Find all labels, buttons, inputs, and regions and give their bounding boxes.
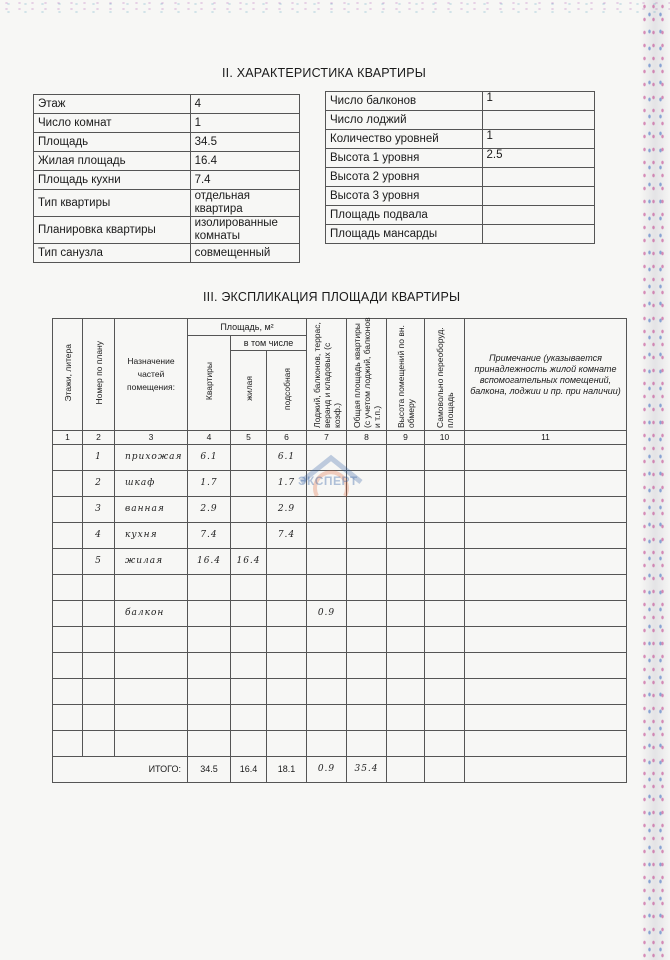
char-left-label: Тип квартиры [34,190,191,217]
cell-plan-no [83,731,115,757]
cell-room-name: жилая [115,549,188,575]
char-left-value: отдельная квартира [190,190,299,217]
cell-area-apartment [188,627,231,653]
cell-area-apartment: 6.1 [188,445,231,471]
char-right-label: Число балконов [326,92,483,111]
cell-area-total [347,731,387,757]
char-left-row [34,95,300,114]
char-right-value: 1 [482,92,595,111]
char-left-value: 4 [190,95,299,114]
cell-height [387,653,425,679]
cell-area-loggia [307,731,347,757]
char-right-value [482,206,595,225]
cell-self-built [425,575,465,601]
col-apartment-header: Квартиры [204,361,214,401]
cell-area-aux: 7.4 [267,523,307,549]
char-left-row [34,152,300,171]
column-number: 9 [387,431,425,445]
col-area-group-header: Площадь, м² [220,321,274,332]
char-right-row [326,149,595,168]
cell-area-aux: 2.9 [267,497,307,523]
char-left-row [34,217,300,244]
char-right-row [326,187,595,206]
char-left-row [34,244,300,263]
cell-floor [53,731,83,757]
cell-area-total [347,575,387,601]
char-right-value [482,111,595,130]
cell-area-living [231,653,267,679]
char-right-value [482,225,595,244]
cell-floor [53,471,83,497]
cell-area-loggia [307,705,347,731]
cell-plan-no [83,575,115,601]
cell-floor [53,523,83,549]
char-left-row [34,114,300,133]
column-number: 5 [231,431,267,445]
cell-area-apartment: 2.9 [188,497,231,523]
cell-self-built [425,627,465,653]
cell-plan-no: 5 [83,549,115,575]
cell-area-loggia [307,653,347,679]
char-left-value: совмещенный [190,244,299,263]
cell-floor [53,601,83,627]
char-right-value [482,187,595,206]
cell-floor [53,627,83,653]
table-row [53,575,627,601]
cell-plan-no: 2 [83,471,115,497]
cell-area-aux [267,575,307,601]
cell-area-apartment [188,653,231,679]
cell-area-aux [267,705,307,731]
cell-area-total [347,549,387,575]
col-aux-header: подсобная [281,367,292,410]
cell-room-name: ванная [115,497,188,523]
cell-height [387,679,425,705]
char-right-row [326,206,595,225]
scan-edge-noise-right [640,0,670,960]
char-left-value: изолированные комнаты [190,217,299,244]
table-row [53,653,627,679]
char-left-value: 7.4 [190,171,299,190]
table-row [53,679,627,705]
cell-note [465,523,627,549]
char-right-row [326,92,595,111]
cell-area-apartment: 7.4 [188,523,231,549]
table-row [53,627,627,653]
cell-area-aux [267,627,307,653]
column-number: 10 [425,431,465,445]
char-left-label: Тип санузла [34,244,191,263]
column-number: 1 [53,431,83,445]
cell-floor [53,445,83,471]
cell-note [465,471,627,497]
cell-room-name [115,627,188,653]
char-right-label: Высота 3 уровня [326,187,483,206]
cell-area-loggia [307,549,347,575]
char-left-row [34,171,300,190]
col-loggia-header: Лоджий, балконов, террас, веранд и кладовых (с коэф.) [311,322,342,428]
characteristics-right-table [325,91,595,244]
char-right-row [326,225,595,244]
column-number: 6 [267,431,307,445]
cell-self-built [425,549,465,575]
char-right-row [326,111,595,130]
cell-area-apartment [188,679,231,705]
char-right-value: 2.5 [482,149,595,168]
cell-area-aux [267,653,307,679]
cell-height [387,601,425,627]
cell-self-built [425,731,465,757]
cell-area-aux [267,679,307,705]
cell-note [465,549,627,575]
cell-area-living [231,575,267,601]
column-number: 11 [465,431,627,445]
cell-area-living [231,497,267,523]
cell-area-living [231,523,267,549]
cell-room-name [115,575,188,601]
col-height-header: Высота помещений по вн. обмеру [395,325,416,428]
cell-self-built [425,471,465,497]
cell-area-total [347,601,387,627]
cell-room-name [115,679,188,705]
cell-floor [53,653,83,679]
char-left-label: Число комнат [34,114,191,133]
char-right-row [326,168,595,187]
column-number: 2 [83,431,115,445]
section3-title: III. ЭКСПЛИКАЦИЯ ПЛОЩАДИ КВАРТИРЫ [203,290,461,304]
cell-note [465,653,627,679]
cell-room-name [115,653,188,679]
char-left-label: Жилая площадь [34,152,191,171]
cell-area-aux: 6.1 [267,445,307,471]
cell-plan-no [83,705,115,731]
char-right-label: Площадь мансарды [326,225,483,244]
cell-area-apartment [188,731,231,757]
cell-plan-no [83,653,115,679]
table-row [53,549,627,575]
char-right-value: 1 [482,130,595,149]
cell-area-loggia [307,627,347,653]
total-area: 35.4 [347,757,387,783]
cell-room-name: прихожая [115,445,188,471]
cell-area-apartment [188,705,231,731]
cell-area-total [347,679,387,705]
cell-self-built [425,653,465,679]
cell-floor [53,679,83,705]
cell-self-built [425,601,465,627]
column-number: 8 [347,431,387,445]
col-note-header: Примечание (указывается принадлежность жилой комнате вспомогательных помещений, балкона, лоджии и пр. при наличии) [470,352,621,396]
cell-area-loggia [307,523,347,549]
section2-title: II. ХАРАКТЕРИСТИКА КВАРТИРЫ [222,66,427,80]
char-left-row [34,133,300,152]
char-right-row [326,130,595,149]
total-aux: 18.1 [267,757,307,783]
cell-area-living [231,731,267,757]
cell-area-living: 16.4 [231,549,267,575]
cell-plan-no [83,627,115,653]
cell-area-loggia: 0.9 [307,601,347,627]
table-row [53,601,627,627]
cell-area-apartment: 16.4 [188,549,231,575]
column-number: 7 [307,431,347,445]
explication-table [52,318,627,783]
cell-area-loggia [307,679,347,705]
char-right-value [482,168,595,187]
col-floor-header: Этажи, литера [62,343,73,402]
column-number: 3 [115,431,188,445]
cell-height [387,627,425,653]
cell-room-name: балкон [115,601,188,627]
total-apartment: 34.5 [188,757,231,783]
col-self-built-header: Самовольно переоборуд. площадь [434,327,455,428]
char-left-value: 34.5 [190,133,299,152]
cell-note [465,497,627,523]
cell-note [465,705,627,731]
cell-note [465,679,627,705]
cell-area-aux [267,731,307,757]
watermark-text: ЭКСПЕРТ [298,474,358,488]
cell-note [465,575,627,601]
char-left-label: Площадь кухни [34,171,191,190]
char-left-value: 16.4 [190,152,299,171]
char-left-label: Площадь [34,133,191,152]
char-right-label: Высота 2 уровня [326,168,483,187]
cell-note [465,731,627,757]
cell-area-living [231,705,267,731]
cell-plan-no: 4 [83,523,115,549]
cell-note [465,445,627,471]
scan-edge-noise-top [0,0,670,14]
cell-note [465,627,627,653]
cell-self-built [425,679,465,705]
cell-area-aux [267,549,307,575]
total-living: 16.4 [231,757,267,783]
char-right-label: Число лоджий [326,111,483,130]
char-right-label: Высота 1 уровня [326,149,483,168]
cell-height [387,523,425,549]
cell-area-apartment [188,575,231,601]
cell-floor [53,705,83,731]
cell-room-name: кухня [115,523,188,549]
cell-floor [53,575,83,601]
cell-self-built [425,705,465,731]
cell-height [387,497,425,523]
cell-height [387,471,425,497]
cell-area-aux [267,601,307,627]
characteristics-left-table [33,94,300,263]
cell-floor [53,549,83,575]
cell-note [465,601,627,627]
cell-area-aux: 1.7 [267,471,307,497]
cell-area-living [231,445,267,471]
col-incl-header: в том числе [243,337,294,348]
cell-area-total [347,627,387,653]
char-right-label: Площадь подвала [326,206,483,225]
cell-area-total [347,705,387,731]
totals-row [53,757,627,783]
cell-room-name [115,705,188,731]
table-row [53,523,627,549]
cell-room-name [115,731,188,757]
char-left-value: 1 [190,114,299,133]
cell-area-apartment [188,601,231,627]
cell-area-total [347,653,387,679]
col-plan-no-header: Номер по плану [93,340,104,405]
char-left-row [34,190,300,217]
total-loggia: 0.9 [307,757,347,783]
char-right-label: Количество уровней [326,130,483,149]
cell-plan-no: 3 [83,497,115,523]
cell-area-living [231,679,267,705]
cell-plan-no [83,679,115,705]
cell-area-apartment: 1.7 [188,471,231,497]
cell-height [387,705,425,731]
cell-plan-no [83,601,115,627]
cell-area-total [347,523,387,549]
cell-room-name: шкаф [115,471,188,497]
cell-area-loggia [307,575,347,601]
cell-height [387,731,425,757]
cell-height [387,549,425,575]
cell-plan-no: 1 [83,445,115,471]
totals-label: ИТОГО: [53,757,188,783]
cell-height [387,445,425,471]
table-row [53,731,627,757]
table-row [53,705,627,731]
char-left-label: Планировка квартиры [34,217,191,244]
cell-self-built [425,523,465,549]
cell-height [387,575,425,601]
col-living-header: жилая [243,376,254,401]
cell-area-living [231,471,267,497]
cell-area-living [231,601,267,627]
col-total-header: Общая площадь квартиры (с учетом лоджий, балконов и т.п.) [351,317,382,428]
cell-area-living [231,627,267,653]
cell-self-built [425,445,465,471]
char-left-label: Этаж [34,95,191,114]
cell-self-built [425,497,465,523]
column-number: 4 [188,431,231,445]
cell-floor [53,497,83,523]
col-purpose-header: Назначение частей помещения: [127,356,175,392]
